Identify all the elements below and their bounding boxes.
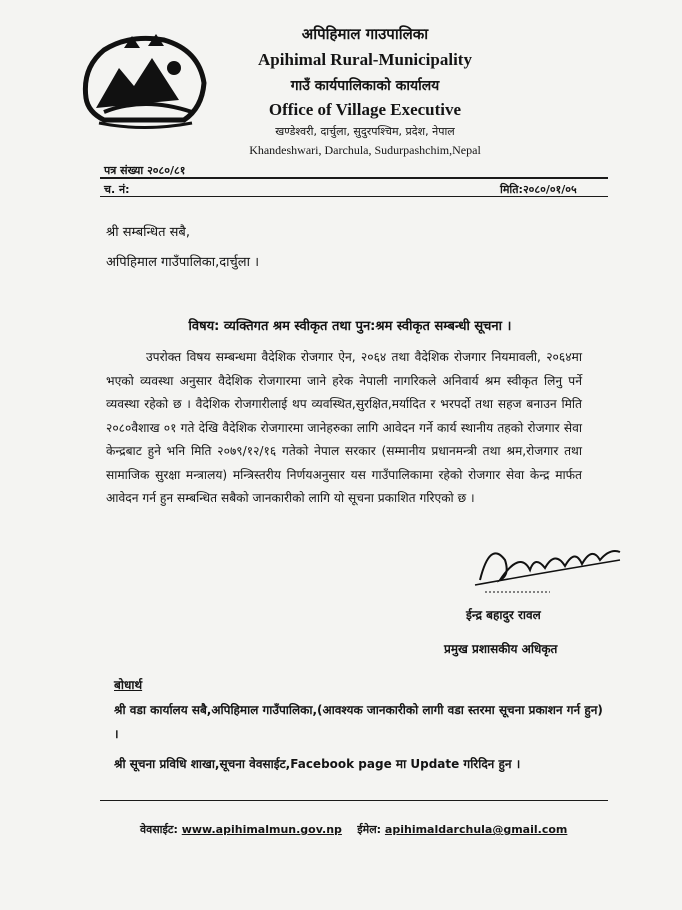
office-title-np: गाउँ कार्यपालिकाको कार्यालय	[290, 78, 440, 94]
notice-body: उपरोक्त विषय सम्बन्धमा वैदेशिक रोजगार ऐन, २०६४ तथा वैदेशिक रोजगार नियमावली, २०६४मा भएको व्यवस्था अनुसार वैदेशिक रोजगारमा जाने हरेक नेपाली नागरिकले अनिवार्य श्रम स्वीकृत लिनु पर्ने व्यवस्था रहेको छ । वैदेशिक रोजगारीलाई थप व्यवस्थित,सुरक्षित,मर्यादित र भरपर्दो तथा सहज बनाउन मिति २०८०वैशाख ०१ गते देखि वैदेशिक रोजगारमा जानेहरुका लागि आवेदन गर्ने कार्य स्थानीय तहको रोजगार सेवा केन्द्रबाट हुने भनि मिति २०७९/१२/१६ गतेको नेपाल सरकार (सम्मानीय प्रधानमन्त्री तथा श्रम,रोजगार तथा सामाजिक सुरक्षा मन्त्रालय) मन्त्रिस्तरीय निर्णयअनुसार यस गाउँपालिकामा रहेको रोजगार सेवा केन्द्र मार्फत आवेदन गर्न हुन सम्बन्धित सबैको जानकारीको लागि यो सूचना प्रकाशित गरिएको छ ।	[106, 350, 582, 505]
office-title-en: Office of Village Executive	[268, 100, 462, 119]
header-rule-2	[100, 196, 608, 197]
address-np: खण्डेश्वरी, दार्चुला, सुदुरपश्चिम, प्रदेश, नेपाल	[275, 125, 455, 138]
recipient-line-1: श्री सम्बन्धित सबै,	[106, 225, 190, 240]
cc-item-it-section: श्री सूचना प्रविधि शाखा,सूचना वेवसाईट,Facebook page मा Update गरिदिन हुन ।	[114, 757, 521, 771]
cc-item-ward-offices: श्री वडा कार्यालय सबै,अपिहिमाल गाउँपालिका,(आवश्यक जानकारीको लागी वडा स्तरमा सूचना प्रकाशन गर्न हुन) ।	[114, 703, 603, 741]
municipality-title-np: अपिहिमाल गाउपालिका	[301, 25, 429, 43]
signatory-name: ईन्द्र बहादुर रावल	[466, 608, 541, 622]
subject-line: विषय: व्यक्तिगत श्रम स्वीकृत तथा पुन:श्रम स्वीकृत सम्बन्धी सूचना ।	[188, 319, 512, 334]
signatory-title: प्रमुख प्रशासकीय अधिकृत	[444, 642, 558, 656]
footer-contact	[140, 822, 567, 837]
cc-heading: बोधार्थ	[114, 678, 143, 692]
recipient-line-2: अपिहिमाल गाउँपालिका,दार्चुला ।	[106, 255, 260, 270]
signature-scribble	[470, 530, 630, 600]
dispatch-number: च. नं:	[104, 183, 130, 196]
letter-date: मिति:२०८०/०१/०५	[500, 183, 577, 196]
nepal-emblem-logo	[74, 28, 214, 134]
email-link[interactable]: apihimaldarchula@gmail.com	[384, 823, 568, 836]
reference-number: पत्र संख्या २०८०/८१	[104, 164, 186, 177]
email-label: ईमेल:	[357, 823, 382, 836]
footer-rule	[100, 800, 608, 801]
municipality-title-en: Apihimal Rural-Municipality	[258, 50, 472, 69]
address-en: Khandeshwari, Darchula, Sudurpashchim,Nepal	[249, 143, 481, 157]
website-link[interactable]: www.apihimalmun.gov.np	[181, 823, 342, 836]
header-rule	[100, 177, 608, 179]
website-label: वेवसाईट:	[140, 823, 178, 836]
